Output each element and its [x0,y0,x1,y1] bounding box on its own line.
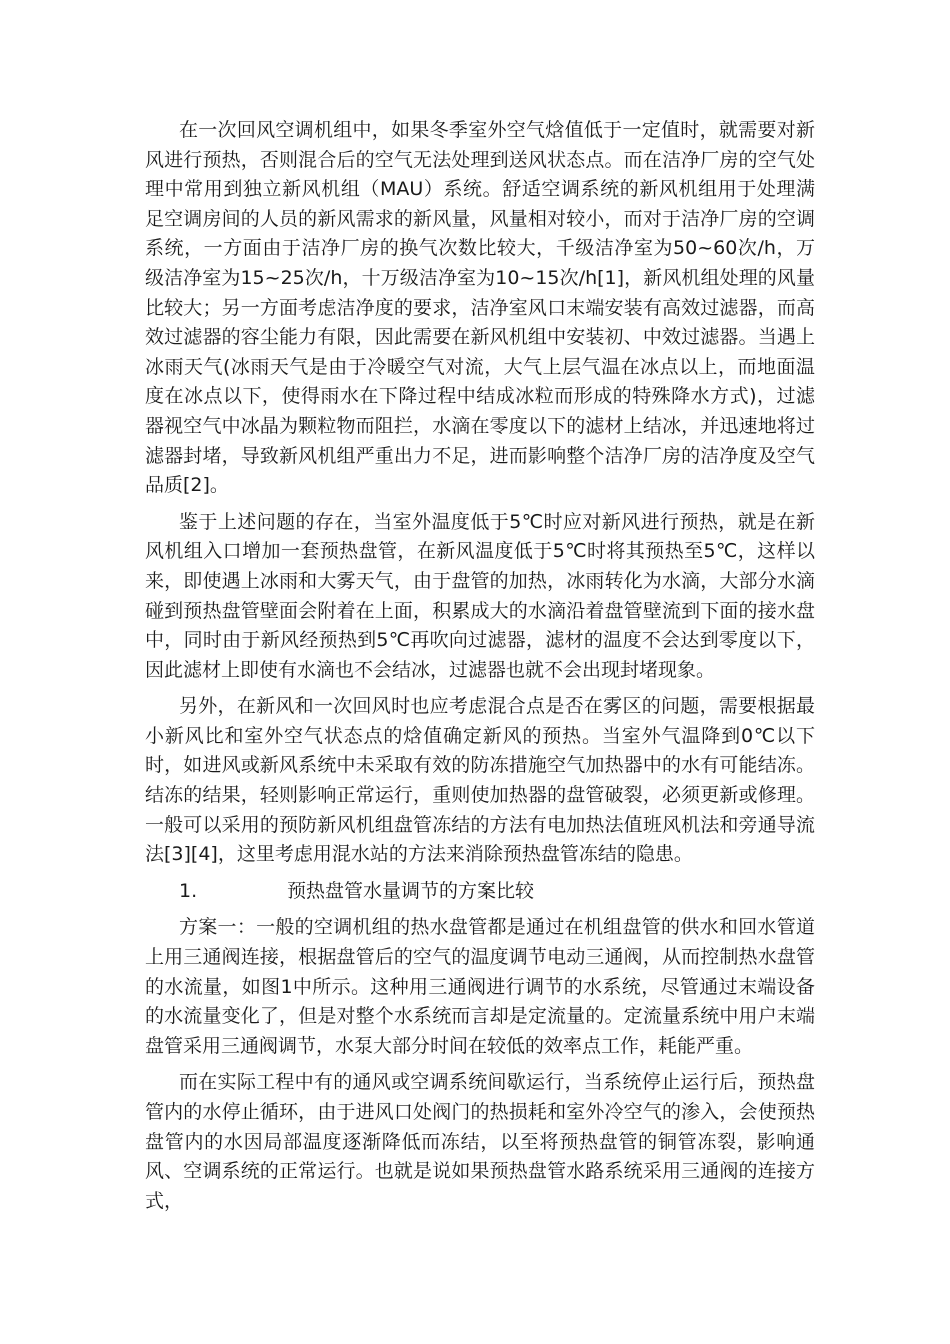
paragraph-freeze-prevention: 另外，在新风和一次回风时也应考虑混合点是否在雾区的问题，需要根据最小新风比和室外空气状态点的焓值确定新风的预热。当室外气温降到0℃以下时，如进风或新风系统中未采取有效的防冻措施空气加热器中的水有可能结冻。结冻的结果，轻则影响正常运行，重则使加热器的盘管破裂，必须更新或修理。一般可以采用的预防新风机组盘管冻结的方法有电加热法值班风机法和旁通导流法[3][4]，这里考虑用混水站的方法来消除预热盘管冻结的隐患。 [145,695,815,866]
section-number: 1. [179,879,198,902]
section-title: 预热盘管水量调节的方案比较 [287,879,535,902]
section-heading [145,877,815,907]
paragraph-intermittent-operation: 而在实际工程中有的通风或空调系统间歇运行，当系统停止运行后，预热盘管内的水停止循环，由于进风口处阀门的热损耗和室外冷空气的渗入，会使预热盘管内的水因局部温度逐渐降低而冻结，以至将预热盘管的铜管冻裂，影响通风、空调系统的正常运行。也就是说如果预热盘管水路系统采用三通阀的连接方式， [145,1071,815,1212]
paragraph-scheme-one: 方案一：一般的空调机组的热水盘管都是通过在机组盘管的供水和回水管道上用三通阀连接，根据盘管后的空气的温度调节电动三通阀，从而控制热水盘管的水流量，如图1中所示。这种用三通阀进行调节的水系统，尽管通过末端设备的水流量变化了，但是对整个水系统而言却是定流量的。定流量系统中用户末端盘管采用三通阀调节，水泵大部分时间在较低的效率点工作，耗能严重。 [145,916,815,1057]
document-body [145,116,815,1216]
paragraph-preheating-intro: 在一次回风空调机组中，如果冬季室外空气焓值低于一定值时，就需要对新风进行预热，否则混合后的空气无法处理到送风状态点。而在洁净厂房的空气处理中常用到独立新风机组（MAU）系统。舒适空调系统的新风机组用于处理满足空调房间的人员的新风需求的新风量，风量相对较小，而对于洁净厂房的空调系统，一方面由于洁净厂房的换气次数比较大，千级洁净室为50~60次/h，万级洁净室为15~25次/h，十万级洁净室为10~15次/h[1]，新风机组处理的风量比较大；另一方面考虑洁净度的要求，洁净室风口末端安装有高效过滤器，而高效过滤器的容尘能力有限，因此需要在新风机组中安装初、中效过滤器。当遇上冰雨天气(冰雨天气是由于冷暖空气对流，大气上层气温在冰点以上，而地面温度在冰点以下，使得雨水在下降过程中结成冰粒而形成的特殊降水方式)，过滤器视空气中冰晶为颗粒物而阻拦，水滴在零度以下的滤材上结冰，并迅速地将过滤器封堵，导致新风机组严重出力不足，进而影响整个洁净厂房的洁净度及空气品质[2]。 [145,119,815,497]
paragraph-preheating-solution: 鉴于上述问题的存在，当室外温度低于5℃时应对新风进行预热，就是在新风机组入口增加一套预热盘管，在新风温度低于5℃时将其预热至5℃，这样以来，即使遇上冰雨和大雾天气，由于盘管的加热，冰雨转化为水滴，大部分水滴碰到预热盘管壁面会附着在上面，积累成大的水滴沿着盘管壁流到下面的接水盘中，同时由于新风经预热到5℃再吹向过滤器，滤材的温度不会达到零度以下，因此滤材上即使有水滴也不会结冰，过滤器也就不会出现封堵现象。 [145,510,815,681]
